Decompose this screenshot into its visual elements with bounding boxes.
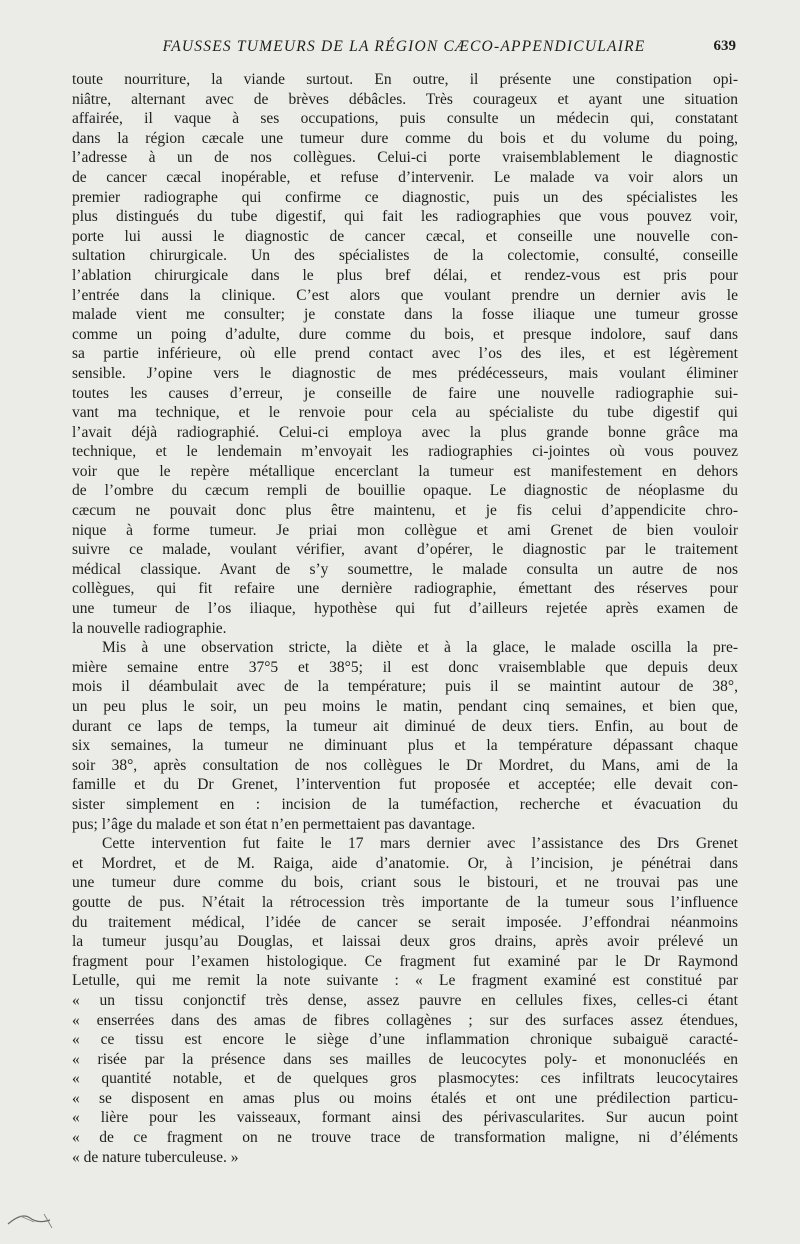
text-line: et Mordret, et de M. Raiga, aide d’anatomie. Or, à l’incision, je pénétrai dans xyxy=(72,854,738,872)
text-line: pus; l’âge du malade et son état n’en permettaient pas davantage. xyxy=(72,815,476,833)
text-line: médical classique. Avant de s’y soumettre, le malade consulta un autre de nos xyxy=(72,560,738,578)
text-line: « ce tissu est encore le siège d’une inflammation chronique subaiguë caracté- xyxy=(72,1031,738,1049)
body-text xyxy=(72,70,738,1167)
text-line: affairée, il vaque à ses occupations, puis consulte un médecin qui, constatant xyxy=(72,110,738,128)
text-line: toute nourriture, la viande surtout. En outre, il présente une constipation opi- xyxy=(72,71,738,88)
text-line: du traitement médical, l’idée de cancer se serait imposée. J’effondrai néanmoins xyxy=(72,913,738,931)
text-line: Cette intervention fut faite le 17 mars dernier avec l’assistance des Drs Grenet xyxy=(102,835,738,853)
text-line: sensible. J’opine vers le diagnostic de mes prédécesseurs, mais voulant éliminer xyxy=(72,364,738,382)
text-line: « se disposent en amas plus ou moins étalés et ont une prédilection particu- xyxy=(72,1089,738,1107)
text-line: l’ablation chirurgicale dans le plus bref délai, et rendez-vous est pris pour xyxy=(72,266,738,284)
text-line: une tumeur dure comme du bois, criant sous le bistouri, et ne trouvai pas une xyxy=(72,874,738,892)
text-line: sultation chirurgicale. Un des spécialistes de la colectomie, consulté, conseille xyxy=(72,247,738,265)
text-line: malade vient me consulter; je constate dans la fosse iliaque une tumeur grosse xyxy=(72,306,738,324)
text-line: sa partie inférieure, où elle prend contact avec l’os des iles, et est légèrement xyxy=(72,345,738,363)
text-line: fragment pour l’examen histologique. Ce fragment fut examiné par le Dr Raymond xyxy=(72,952,738,970)
text-line: vant ma technique, et le renvoie pour cela au spécialiste du tube digestif qui xyxy=(72,404,738,422)
text-line: mière semaine entre 37°5 et 38°5; il est donc vraisemblable que depuis deux xyxy=(72,658,738,676)
text-line: six semaines, la tumeur ne diminuant plus et la température dépassant chaque xyxy=(72,737,738,755)
text-line: l’avait déjà radiographié. Celui-ci employa avec la plus grande bonne grâce ma xyxy=(72,423,738,441)
page-number: 639 xyxy=(713,38,736,54)
text-line: Letulle, qui me remit la note suivante : « Le fragment examiné est constitué par xyxy=(72,972,738,990)
text-line: la tumeur jusqu’au Douglas, et laissai deux gros drains, après avoir prélevé un xyxy=(72,933,738,951)
text-line: « de nature tuberculeuse. » xyxy=(72,1148,239,1166)
text-line: « lière pour les vaisseaux, formant ainsi des périvascularites. Sur aucun point xyxy=(72,1109,738,1127)
text-line: un peu plus le soir, un peu moins le matin, pendant cinq semaines, et bien que, xyxy=(72,698,738,715)
text-line: « un tissu conjonctif très dense, assez pauvre en cellules fixes, celles-ci étant xyxy=(72,991,738,1009)
text-line: cæcum ne pouvait donc plus être maintenu, et je fis celui d’appendicite chro- xyxy=(72,502,738,520)
text-line: plus distingués du tube digestif, qui fait les radiographies que vous pouvez voir, xyxy=(72,208,738,226)
text-line: suivre ce malade, voulant vérifier, avant d’opérer, le diagnostic par le traitement xyxy=(72,541,738,559)
text-line: mois il déambulait avec de la température; puis il se maintint autour de 38°, xyxy=(72,678,738,696)
text-line: soir 38°, après consultation de nos collègues le Dr Mordret, du Mans, ami de la xyxy=(72,756,738,774)
text-line: une tumeur de l’os iliaque, hypothèse qui fut d’ailleurs rejetée après examen de xyxy=(72,600,738,618)
text-line: toutes les causes d’erreur, je conseille de faire une nouvelle radiographie sui- xyxy=(72,384,738,402)
text-line: collègues, qui fit refaire une dernière radiographie, émettant des réserves pour xyxy=(72,580,738,598)
text-line: l’adresse à un de nos collègues. Celui-ci porte vraisemblablement le diagnostic xyxy=(72,149,738,167)
text-line: « de ce fragment on ne trouve trace de transformation maligne, ni d’éléments xyxy=(72,1129,738,1147)
text-line: « enserrées dans des amas de fibres collagènes ; sur des surfaces assez étendues, xyxy=(72,1011,738,1029)
corner-ink-mark xyxy=(0,1194,70,1234)
text-line: dans la région cæcale une tumeur dure comme du bois et du volume du poing, xyxy=(72,129,738,147)
text-line: technique, et le lendemain m’envoyait les radiographies ci-jointes où vous pouvez xyxy=(72,443,738,461)
text-line: nique à forme tumeur. Je priai mon collègue et ami Grenet de bien vouloir xyxy=(72,521,738,539)
text-line: de l’ombre du cæcum rempli de bouillie opaque. Le diagnostic de néoplasme du xyxy=(72,482,738,500)
text-line: famille et du Dr Grenet, l’intervention fut proposée et acceptée; elle devait con- xyxy=(72,776,738,794)
text-line: la nouvelle radiographie. xyxy=(72,619,227,637)
text-line: Mis à une observation stricte, la diète et à la glace, le malade oscilla la pre- xyxy=(102,639,738,657)
text-line: niâtre, alternant avec de brèves débâcles. Très courageux et ayant une situation xyxy=(72,90,738,108)
text-line: « quantité notable, et de quelques gros plasmocytes: ces infiltrats leucocytaires xyxy=(72,1070,738,1088)
text-line: « risée par la présence dans ses mailles de leucocytes poly- et mononucléés en xyxy=(72,1050,738,1068)
text-line: voir que le repère métallique encerclant la tumeur est manifestement en dehors xyxy=(72,462,738,480)
text-line: de cancer cæcal inopérable, et refuse d’intervenir. Le malade va voir alors un xyxy=(72,168,738,186)
text-line: durant ce laps de temps, la tumeur ait diminué de deux tiers. Enfin, au bout de xyxy=(72,717,738,735)
text-line: premier radiographe qui confirme ce diagnostic, puis un des spécialistes les xyxy=(72,188,738,206)
text-line: l’entrée dans la clinique. C’est alors que voulant prendre un dernier avis le xyxy=(72,286,738,304)
text-line: sister simplement en : incision de la tuméfaction, recherche et évacuation du xyxy=(72,795,738,813)
text-line: comme un poing d’adulte, dure comme du bois, et presque indolore, sauf dans xyxy=(72,325,738,343)
text-line: porte lui aussi le diagnostic de cancer cæcal, et conseille une nouvelle con- xyxy=(72,227,738,245)
page-header xyxy=(72,38,736,58)
running-title: FAUSSES TUMEURS DE LA RÉGION CÆCO-APPENDICULAIRE xyxy=(162,38,646,55)
text-line: goutte de pus. N’était la rétrocession très importante de la tumeur sous l’influence xyxy=(72,893,738,911)
